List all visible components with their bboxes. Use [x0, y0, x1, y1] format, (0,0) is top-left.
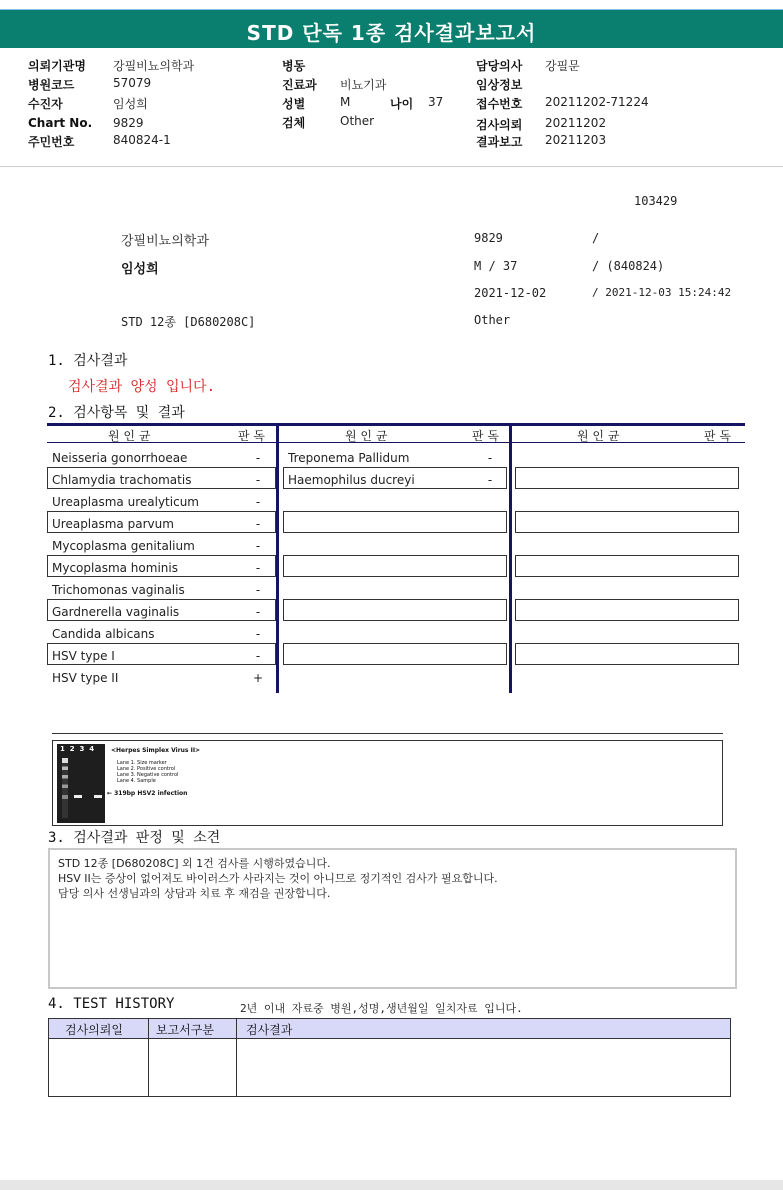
table-row-empty — [283, 555, 507, 577]
organism-name: Chlamydia trachomatis — [52, 473, 192, 487]
col3-header: 원 인 균 — [577, 429, 620, 443]
patient-value: 임성희 — [113, 97, 148, 111]
organism-result: - — [255, 539, 261, 553]
report-title: STD 단독 1종 검사결과보고서 — [246, 21, 537, 45]
organism-result: - — [255, 473, 261, 487]
table-top-rule — [47, 423, 745, 426]
gel-band-sample — [94, 795, 102, 798]
history-col-request-date: 검사의뢰일 — [65, 1023, 123, 1037]
organism-name-positive: HSV type II — [52, 671, 119, 685]
history-col-report-type: 보고서구분 — [156, 1023, 214, 1037]
doctor-value: 강필문 — [545, 59, 580, 73]
info-sex-age: M / 37 — [474, 259, 518, 273]
organism-result: - — [255, 561, 261, 575]
organism-result: - — [255, 451, 261, 465]
col1-header: 원 인 균 — [108, 429, 151, 443]
col2-header: 원 인 균 — [345, 429, 388, 443]
opinion-box — [48, 848, 737, 989]
receipt-label: 접수번호 — [476, 97, 523, 111]
organism-name: Ureaplasma urealyticum — [52, 495, 199, 509]
sex-label: 성별 — [282, 97, 306, 111]
column-divider-1 — [276, 423, 279, 693]
info-request-date: 2021-12-02 — [474, 286, 547, 300]
gel-lane3: Lane 3. Negative control — [117, 772, 179, 778]
gel-band-label: ← 319bp HSV2 infection — [107, 790, 188, 797]
report-value: 20211203 — [545, 133, 607, 147]
footer-bar — [0, 1180, 783, 1190]
rrn-value: 840824-1 — [113, 133, 171, 147]
organism-result: - — [255, 649, 261, 663]
history-note: 2년 이내 자료중 병원,성명,생년월일 일치자료 입니다. — [240, 1002, 523, 1015]
opinion-line-2: HSV II는 증상이 없어져도 바이러스가 사라지는 것이 아니므로 정기적인 검사가 필요합니다. — [58, 872, 498, 885]
organism-name: Haemophilus ducreyi — [288, 473, 415, 487]
history-divider-1 — [148, 1019, 149, 1096]
table-row-empty — [283, 511, 507, 533]
chart-label: Chart No. — [28, 116, 93, 130]
gel-band-positive — [74, 795, 82, 798]
table-row-empty — [515, 643, 739, 665]
organism-name: Treponema Pallidum — [288, 451, 410, 465]
organism-result-positive: + — [252, 671, 264, 685]
table-row-empty — [515, 467, 739, 489]
table-row-empty — [515, 599, 739, 621]
gel-divider — [52, 733, 723, 734]
organism-name: Mycoplasma genitalium — [52, 539, 195, 553]
section1-result: 검사결과 양성 입니다. — [68, 379, 216, 395]
table-row-empty — [515, 555, 739, 577]
column-divider-2 — [509, 423, 512, 693]
info-hospital: 강필비뇨의학과 — [121, 234, 209, 249]
opinion-line-1: STD 12종 [D680208C] 외 1건 검사를 시행하였습니다. — [58, 857, 331, 870]
header-divider — [0, 166, 783, 167]
hospital-label: 의뢰기관명 — [28, 59, 86, 73]
info-specimen: Other — [474, 313, 511, 327]
hospital-code-value: 57079 — [113, 76, 152, 90]
col3-judge-header: 판 독 — [704, 429, 731, 443]
organism-result: - — [487, 451, 493, 465]
section4-title: 4. TEST HISTORY — [48, 996, 175, 1012]
request-value: 20211202 — [545, 116, 607, 130]
sex-value: M — [340, 95, 351, 109]
rrn-label: 주민번호 — [28, 135, 75, 149]
organism-result: - — [255, 517, 261, 531]
clinical-label: 임상정보 — [476, 78, 523, 92]
info-patient: 임성희 — [121, 262, 159, 277]
organism-result: - — [255, 627, 261, 641]
report-code: 103429 — [634, 194, 678, 208]
age-value: 37 — [428, 95, 444, 109]
hospital-code-label: 병원코드 — [28, 78, 75, 92]
ward-label: 병동 — [282, 59, 306, 73]
table-header-rule — [47, 442, 745, 443]
section2-title: 2. 검사항목 및 결과 — [48, 405, 185, 421]
doctor-label: 담당의사 — [476, 59, 523, 73]
request-label: 검사의뢰 — [476, 118, 523, 132]
report-label: 결과보고 — [476, 135, 523, 149]
specimen-value: Other — [340, 114, 375, 128]
table-row-empty — [283, 599, 507, 621]
hospital-value: 강필비뇨의학과 — [113, 59, 195, 73]
gel-lane-numbers: 1 2 3 4 — [60, 745, 95, 753]
info-test-name: STD 12종 [D680208C] — [121, 315, 256, 329]
gel-lane1: Lane 1. Size marker — [117, 760, 167, 766]
gel-lane4: Lane 4. Sample — [117, 778, 156, 784]
info-slash: / — [592, 231, 600, 245]
organism-name: Candida albicans — [52, 627, 155, 641]
table-row-empty — [283, 643, 507, 665]
dept-value: 비뇨기과 — [340, 78, 387, 92]
receipt-value: 20211202-71224 — [545, 95, 649, 109]
organism-name: Trichomonas vaginalis — [52, 583, 185, 597]
organism-result: - — [255, 605, 261, 619]
gel-photo — [57, 744, 105, 823]
gel-image-panel — [52, 740, 723, 826]
col1-judge-header: 판 독 — [238, 429, 265, 443]
history-col-result: 검사결과 — [246, 1023, 293, 1037]
table-row-empty — [515, 511, 739, 533]
opinion-line-3: 담당 의사 선생님과의 상담과 치료 후 재검을 권장합니다. — [58, 887, 331, 900]
age-label: 나이 — [390, 97, 414, 111]
col2-judge-header: 판 독 — [472, 429, 499, 443]
gel-title: <Herpes Simplex Virus II> — [111, 747, 201, 754]
organism-name: Ureaplasma parvum — [52, 517, 174, 531]
patient-label: 수진자 — [28, 97, 63, 111]
organism-result: - — [255, 583, 261, 597]
info-birth: / (840824) — [592, 259, 665, 273]
organism-result: - — [255, 495, 261, 509]
section3-title: 3. 검사결과 판정 및 소견 — [48, 830, 221, 846]
section1-title: 1. 검사결과 — [48, 353, 128, 369]
organism-name: Gardnerella vaginalis — [52, 605, 180, 619]
organism-result: - — [487, 473, 493, 487]
info-chart: 9829 — [474, 231, 503, 245]
report-banner — [0, 9, 783, 48]
history-header — [49, 1019, 730, 1039]
gel-ladder — [62, 758, 68, 818]
dept-label: 진료과 — [282, 78, 317, 92]
organism-name: Neisseria gonorrhoeae — [52, 451, 188, 465]
chart-value: 9829 — [113, 116, 144, 130]
organism-name: HSV type I — [52, 649, 115, 663]
gel-lane2: Lane 2. Positive control — [117, 766, 176, 772]
history-table — [48, 1018, 731, 1097]
history-divider-2 — [236, 1019, 237, 1096]
organism-name: Mycoplasma hominis — [52, 561, 178, 575]
info-report-datetime: / 2021-12-03 15:24:42 — [592, 286, 732, 299]
specimen-label: 검체 — [282, 116, 306, 130]
